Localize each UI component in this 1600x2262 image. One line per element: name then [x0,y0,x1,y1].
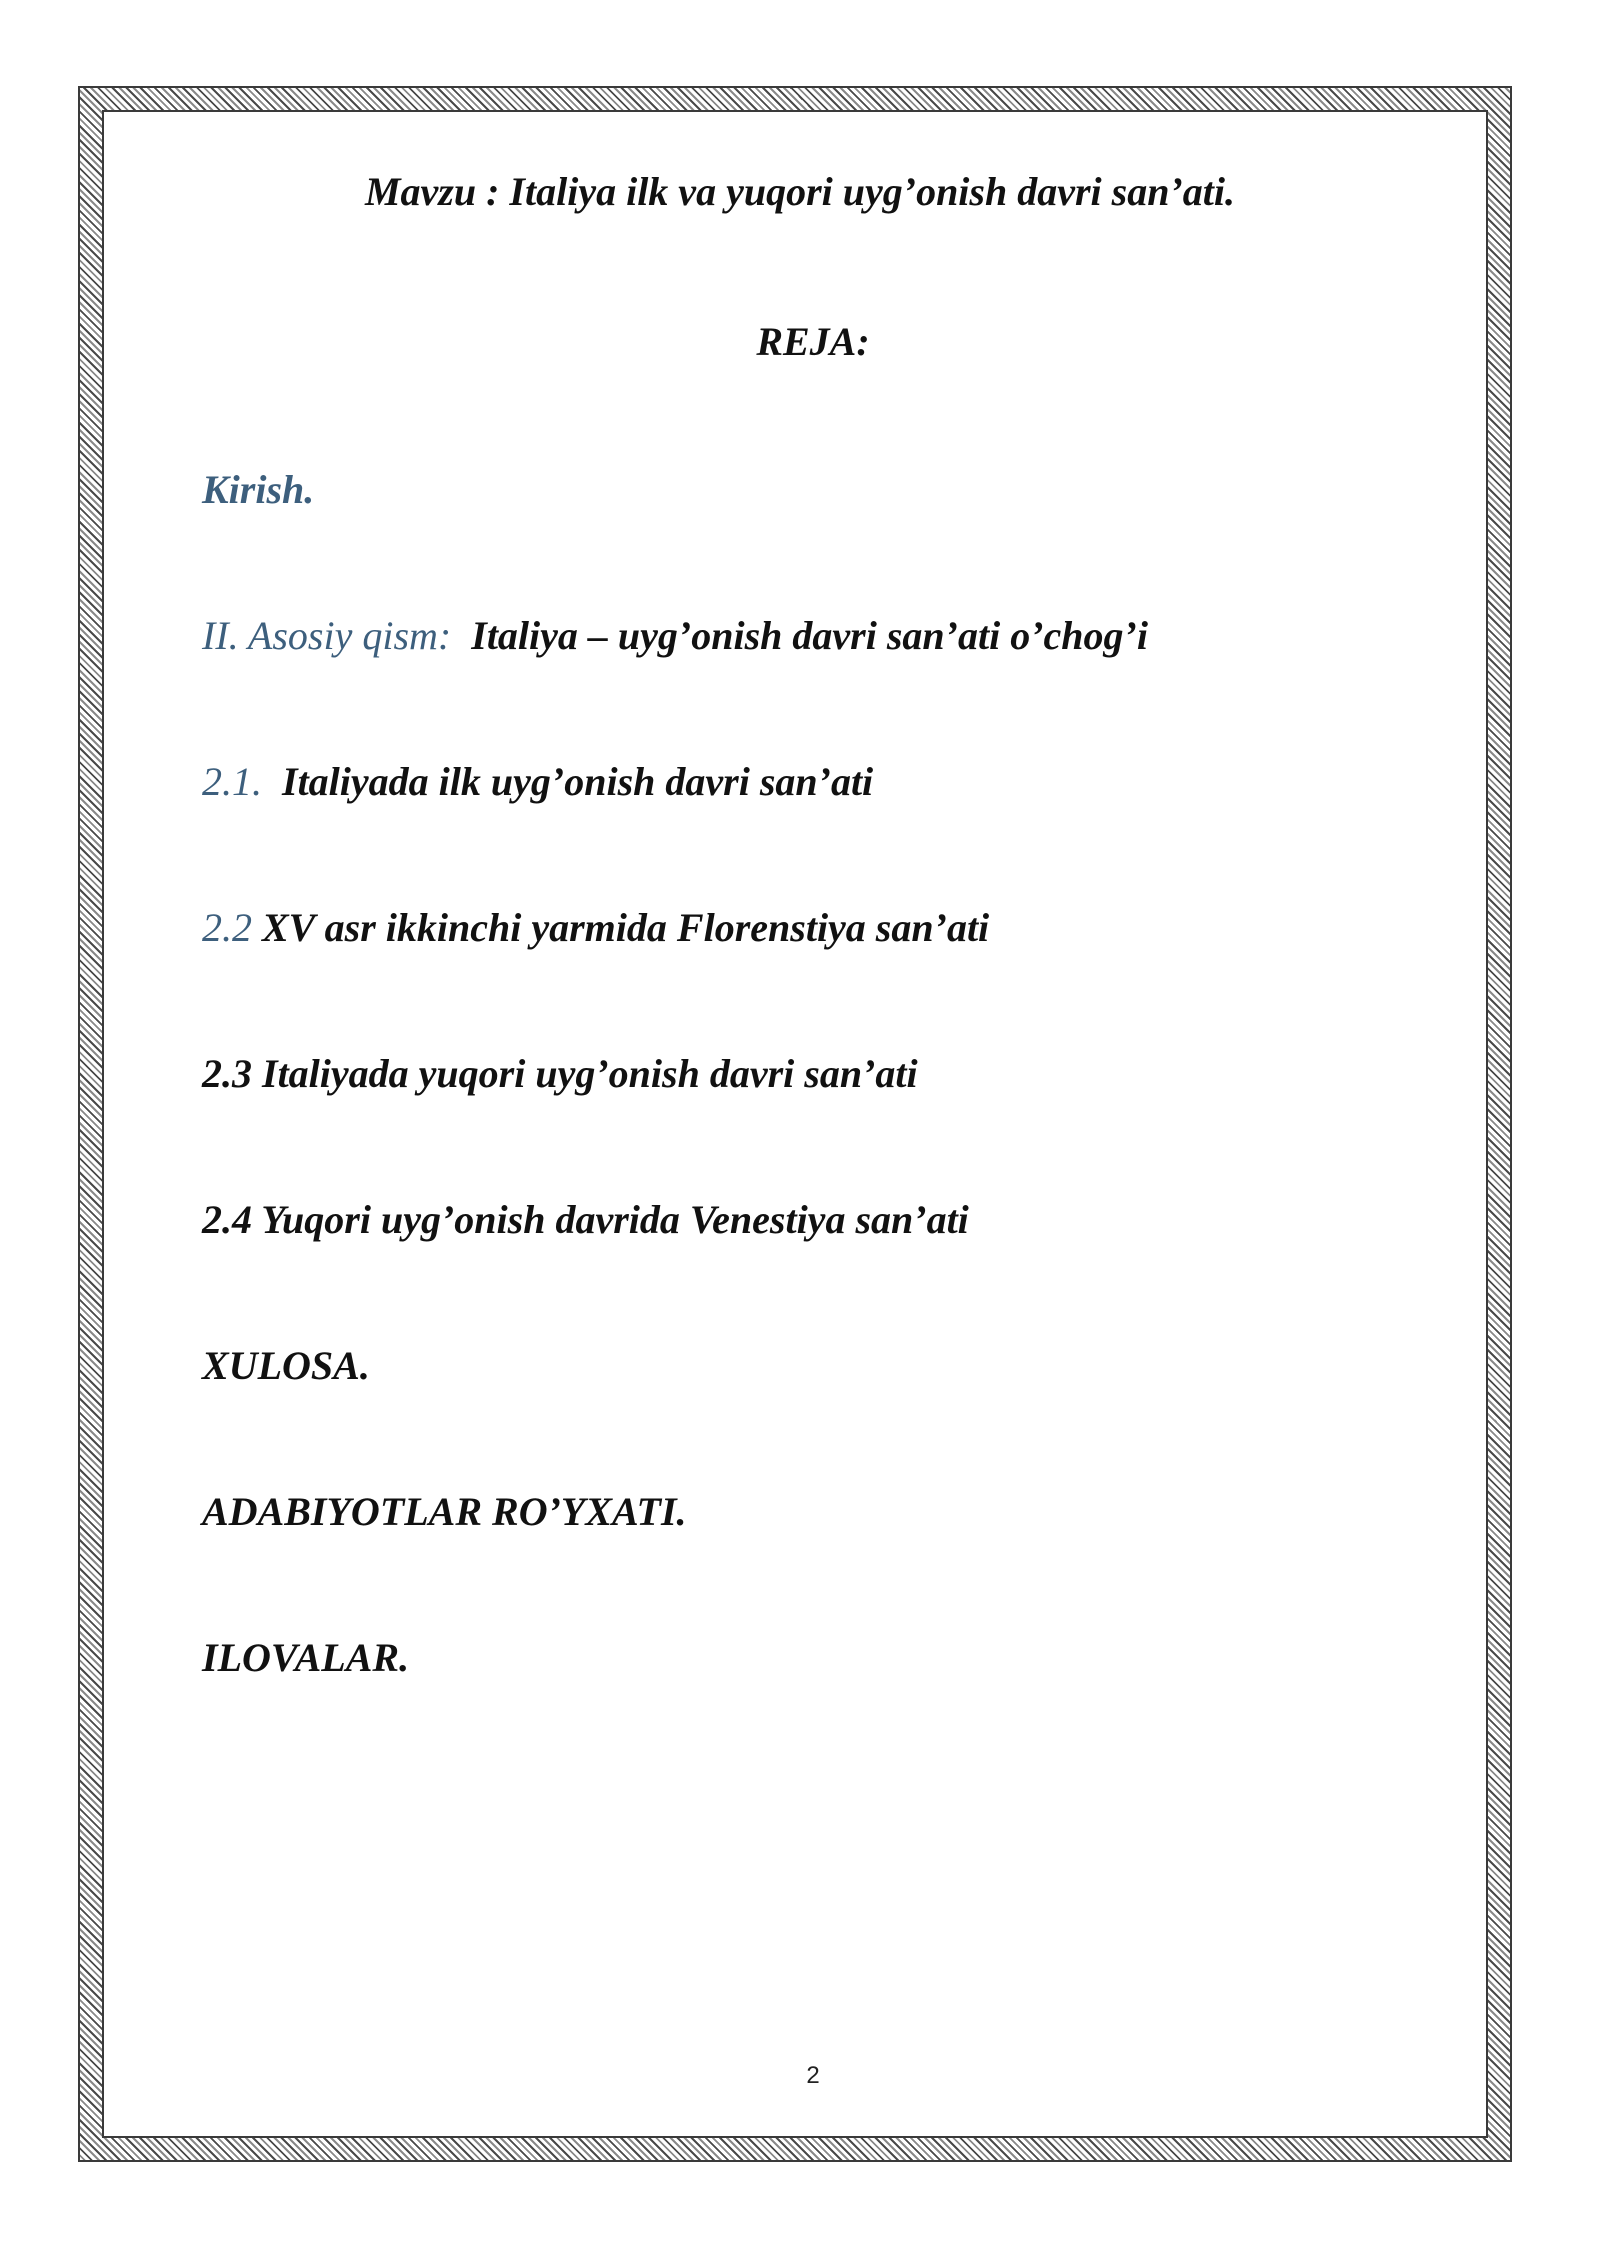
plan-item-references [202,1488,687,1535]
plan-item-prefix: 2.2 [202,905,252,950]
plan-item-2-1 [202,758,873,805]
page-number: 2 [806,2062,820,2089]
plan-item-main-part [202,612,1148,659]
plan-item-text: ADABIYOTLAR RO’YXATI. [202,1489,687,1534]
plan-item-prefix: II. Asosiy qism: [202,613,452,658]
plan-item-2-3 [202,1050,918,1097]
plan-item-text: XV asr ikkinchi yarmida Florenstiya san’ati [262,905,990,950]
plan-item-text: 2.4 Yuqori uyg’onish davrida Venestiya san’ati [202,1197,969,1242]
plan-item-prefix: Kirish. [202,467,315,512]
plan-item-2-4 [202,1196,969,1243]
plan-item-prefix: 2.1. [202,759,262,804]
plan-item-text: Italiyada ilk uyg’onish davri san’ati [282,759,874,804]
plan-item-text: XULOSA. [202,1343,370,1388]
plan-item-2-2 [202,904,989,951]
plan-item-text: 2.3 Italiyada yuqori uyg’onish davri san’ati [202,1051,918,1096]
decorative-page-border [78,86,1512,2162]
document-title: Mavzu : Italiya ilk va yuqori uyg’onish davri san’ati. [364,169,1236,214]
plan-item-introduction [202,466,314,513]
plan-heading: REJA: [756,319,870,364]
plan-item-conclusion [202,1342,370,1389]
plan-item-text: ILOVALAR. [202,1635,410,1680]
plan-item-appendices [202,1634,409,1681]
plan-item-text: Italiya – uyg’onish davri san’ati o’chog’i [471,613,1148,658]
